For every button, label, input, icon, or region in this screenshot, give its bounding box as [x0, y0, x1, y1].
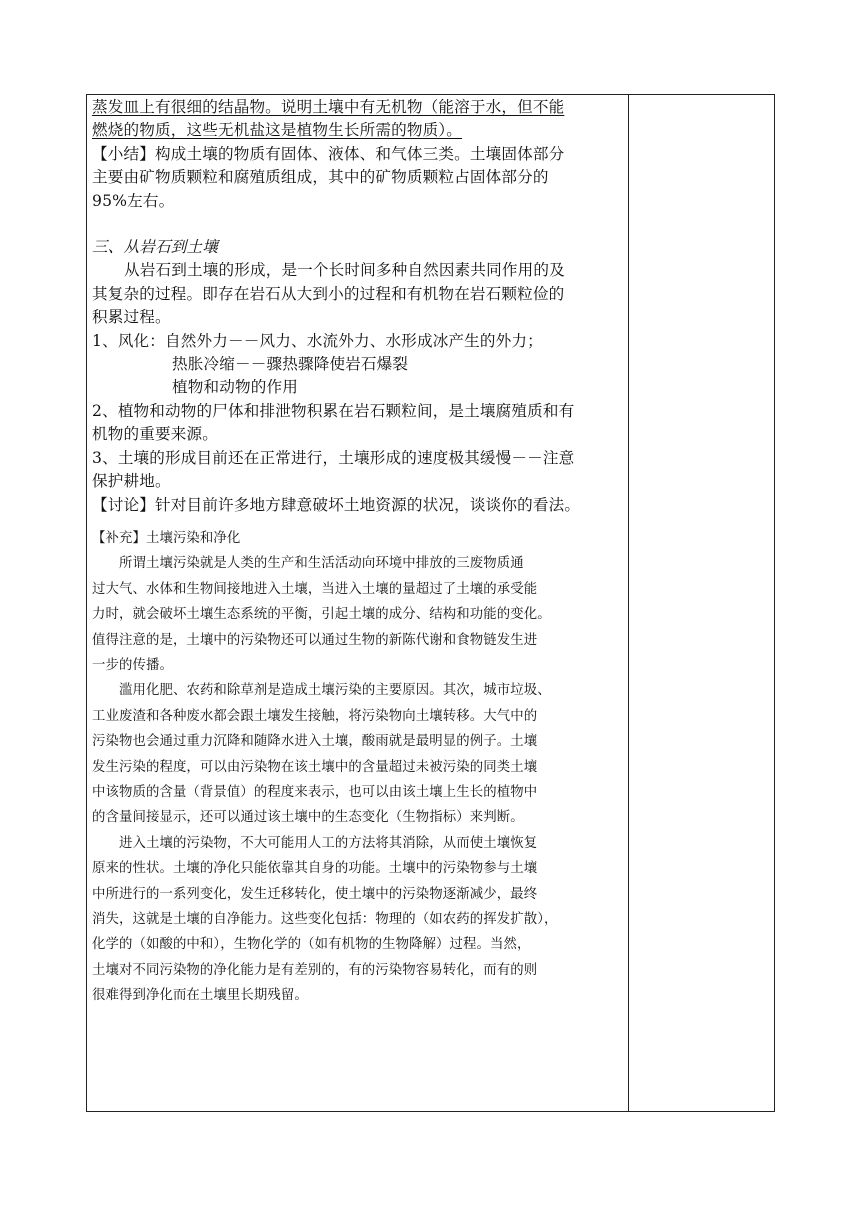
- main-content-cell: [92, 96, 624, 1009]
- supplement-line: 过大气、水体和生物间接地进入土壤，当进入土壤的量超过了土壤的承受能: [92, 581, 538, 597]
- supplement-line: 污染物也会通过重力沉降和随降水进入土壤，酸雨就是最明显的例子。土壤: [92, 734, 538, 750]
- supplement-line: 发生污染的程度，可以由污染物在该土壤中的含量超过未被污染的同类土壤: [92, 759, 538, 775]
- supplement-line: 的含量间接显示，还可以通过该土壤中的生态变化（生物指标）来判断。: [92, 810, 524, 826]
- point-line: 热胀冷缩－－骤热骤降使岩石爆裂: [172, 355, 409, 374]
- point-line: 1、风化：自然外力－－风力、水流外力、水形成冰产生的外力；: [92, 331, 543, 350]
- column-divider: [628, 94, 629, 1112]
- section-heading: 三、从岩石到土壤: [92, 238, 218, 257]
- supplement-line: 滥用化肥、农药和除草剂是造成土壤污染的主要原因。其次，城市垃圾、: [119, 683, 551, 699]
- supplement-line: 力时，就会破坏土壤生态系统的平衡，引起土壤的成分、结构和功能的变化。: [92, 607, 551, 623]
- supplement-line: 土壤对不同污染物的净化能力是有差别的，有的污染物容易转化，而有的则: [92, 962, 538, 978]
- supplement-line: 消失，这就是土壤的自净能力。这些变化包括：物理的（如农药的挥发扩散），: [92, 912, 558, 927]
- supplement-line: 原来的性状。土壤的净化只能依靠其自身的功能。土壤中的污染物参与土壤: [92, 861, 538, 877]
- supplement-line: 化学的（如酸的中和），生物化学的（如有机物的生物降解）过程。当然，: [92, 937, 531, 953]
- supplement-line: 工业废渣和各种废水都会跟土壤发生接触，将污染物向土壤转移。大气中的: [92, 708, 538, 724]
- discussion-line: 【讨论】针对目前许多地方肆意破坏土地资源的状况，谈谈你的看法。: [92, 495, 581, 514]
- supplement-line: 中该物质的含量（背景值）的程度来表示，也可以由该土壤上生长的植物中: [92, 784, 538, 800]
- summary-line: 95%左右。: [92, 191, 175, 210]
- spacer: [92, 213, 624, 236]
- supplement-line: 值得注意的是，土壤中的污染物还可以通过生物的新陈代谢和食物链发生进: [92, 632, 538, 648]
- supplement-line: 中所进行的一系列变化，发生迁移转化，使土壤中的污染物逐渐减少，最终: [92, 886, 538, 902]
- point-line: 2、植物和动物的尸体和排泄物积累在岩石颗粒间，是土壤腐殖质和有: [92, 401, 575, 420]
- supplement-line: 很难得到净化而在土壤里长期残留。: [92, 988, 308, 1004]
- point-line: 机物的重要来源。: [92, 425, 218, 444]
- text-line: 蒸发皿上有很细的结晶物。说明土壤中有无机物（能溶于水，但不能: [92, 98, 565, 116]
- supplement-line: 所谓土壤污染就是人类的生产和生活活动向环境中排放的三废物质通: [119, 556, 524, 572]
- point-line: 保护耕地。: [92, 472, 171, 491]
- summary-line: 主要由矿物质颗粒和腐殖质组成，其中的矿物质颗粒占固体部分的: [92, 168, 549, 187]
- point-line: 植物和动物的作用: [172, 378, 298, 397]
- paragraph-line: 积累过程。: [92, 308, 171, 327]
- paragraph-line: 其复杂的过程。即存在岩石从大到小的过程和有机物在岩石颗粒俭的: [92, 284, 565, 303]
- paragraph-line: 从岩石到土壤的形成，是一个长时间多种自然因素共同作用的及: [124, 261, 565, 280]
- summary-line: 【小结】构成土壤的物质有固体、液体、和气体三类。土壤固体部分: [92, 144, 565, 163]
- supplement-line: 进入土壤的污染物，不大可能用人工的方法将其消除，从而使土壤恢复: [119, 835, 538, 851]
- point-line: 3、土壤的形成目前还在正常进行，土壤形成的速度极其缓慢－－注意: [92, 448, 575, 467]
- text-line: 燃烧的物质，这些无机盐这是植物生长所需的物质）。: [92, 121, 463, 140]
- supplement-title: 【补充】土壤污染和净化: [92, 530, 241, 546]
- supplement-line: 一步的传播。: [92, 657, 173, 673]
